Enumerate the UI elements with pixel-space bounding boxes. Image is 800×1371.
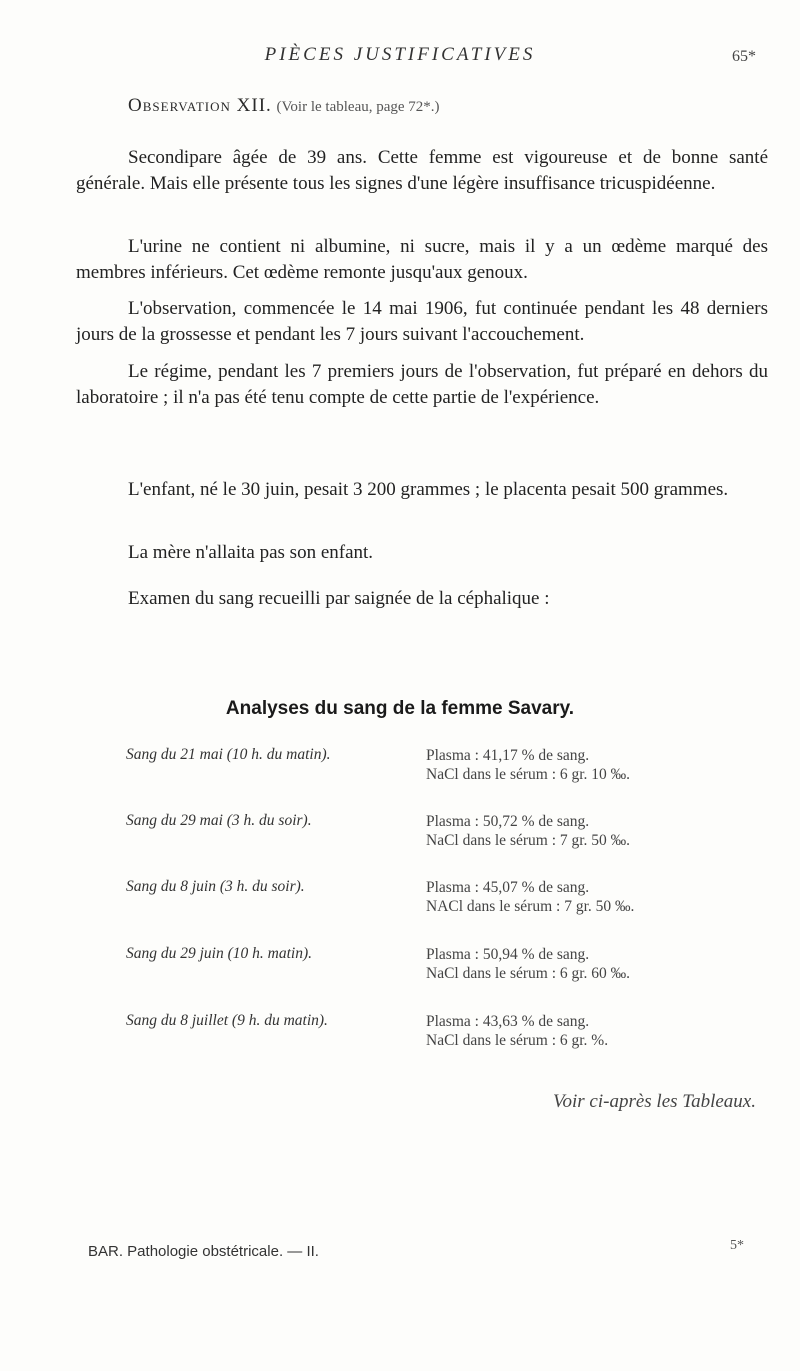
analysis-date: Sang du 21 mai (10 h. du matin). (126, 746, 331, 763)
signature-mark: 5* (730, 1238, 744, 1253)
plasma-value: Plasma : 50,72 % de sang. (426, 813, 590, 830)
nacl-value: NaCl dans le sérum : 6 gr. 10 ‰. (426, 766, 631, 783)
plasma-value: Plasma : 41,17 % de sang. (426, 747, 590, 764)
nacl-value: NACl dans le sérum : 7 gr. 50 ‰. (426, 898, 635, 915)
analysis-date: Sang du 29 juin (10 h. matin). (126, 945, 312, 962)
page-number: 65* (732, 48, 756, 65)
analysis-values (426, 945, 630, 983)
analysis-date: Sang du 8 juin (3 h. du soir). (126, 878, 305, 895)
observation-heading (128, 95, 440, 117)
analysis-values (426, 878, 634, 916)
nacl-value: NaCl dans le sérum : 7 gr. 50 ‰. (426, 832, 631, 849)
paragraph-4: Le régime, pendant les 7 premiers jours de l'observation, fut préparé en dehors du laboratoire ; il n'a pas été tenu compte de cette partie de l'expérience. (76, 361, 768, 408)
paragraph-2: L'urine ne contient ni albumine, ni sucre, mais il y a un œdème marqué des membres inférieurs. Cet œdème remonte jusqu'aux genoux. (76, 236, 768, 283)
paragraph-3: L'observation, commencée le 14 mai 1906, fut continuée pendant les 48 derniers jours de la grossesse et pendant les 7 jours suivant l'accouchement. (76, 298, 768, 345)
paragraph-1: Secondipare âgée de 39 ans. Cette femme est vigoureuse et de bonne santé générale. Mais elle présente tous les signes d'une légère insuffisance tricuspidéenne. (76, 147, 768, 194)
footer-signature: BAR. Pathologie obstétricale. — II. (88, 1243, 319, 1260)
analysis-values (426, 746, 630, 784)
paragraph-5: L'enfant, né le 30 juin, pesait 3 200 grammes ; le placenta pesait 500 grammes. (128, 479, 729, 500)
analysis-values (426, 1012, 608, 1050)
running-title: PIÈCES JUSTIFICATIVES (264, 44, 536, 65)
analysis-values (426, 812, 630, 850)
observation-label: Observation XII. (128, 95, 272, 116)
paragraph-6: La mère n'allaita pas son enfant. (128, 542, 374, 563)
analysis-date: Sang du 29 mai (3 h. du soir). (126, 812, 312, 829)
plasma-value: Plasma : 45,07 % de sang. (426, 879, 590, 896)
analyses-title: Analyses du sang de la femme Savary. (225, 698, 575, 719)
analysis-date: Sang du 8 juillet (9 h. du matin). (126, 1012, 328, 1029)
nacl-value: NaCl dans le sérum : 6 gr. %. (426, 1032, 609, 1049)
see-tables-note: Voir ci-après les Tableaux. (552, 1091, 756, 1112)
paragraph-7: Examen du sang recueilli par saignée de la céphalique : (128, 588, 550, 609)
table-reference: (Voir le tableau, page 72*.) (276, 99, 440, 115)
nacl-value: NaCl dans le sérum : 6 gr. 60 ‰. (426, 965, 631, 982)
plasma-value: Plasma : 43,63 % de sang. (426, 1013, 590, 1030)
plasma-value: Plasma : 50,94 % de sang. (426, 946, 590, 963)
